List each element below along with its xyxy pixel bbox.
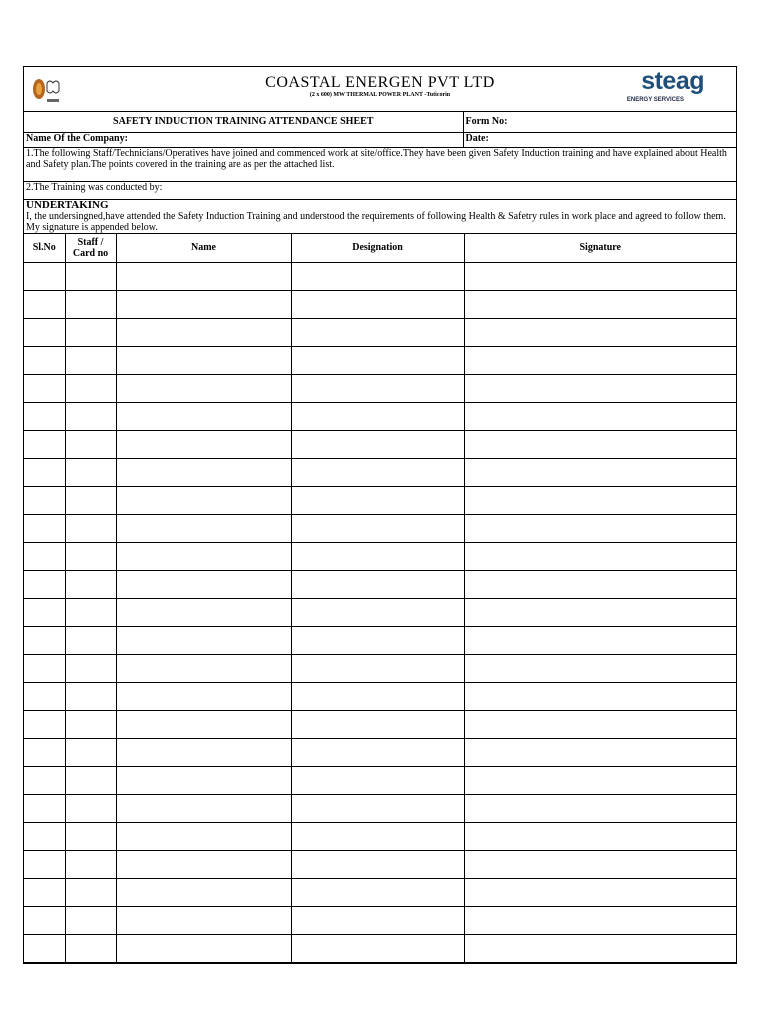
slno-cell[interactable] xyxy=(24,262,65,290)
signature-cell[interactable] xyxy=(464,542,736,570)
name-cell[interactable] xyxy=(116,878,291,906)
name-cell[interactable] xyxy=(116,262,291,290)
designation-cell[interactable] xyxy=(291,290,464,318)
designation-cell[interactable] xyxy=(291,542,464,570)
name-cell[interactable] xyxy=(116,682,291,710)
col-header-slno: Sl.No xyxy=(24,234,65,263)
slno-cell[interactable] xyxy=(24,318,65,346)
table-row xyxy=(24,822,736,850)
designation-cell[interactable] xyxy=(291,486,464,514)
slno-cell[interactable] xyxy=(24,570,65,598)
staff-card-cell[interactable] xyxy=(65,486,116,514)
staff-card-cell[interactable] xyxy=(65,626,116,654)
staff-card-cell[interactable] xyxy=(65,682,116,710)
staff-card-cell[interactable] xyxy=(65,878,116,906)
table-row xyxy=(24,458,736,486)
table-row xyxy=(24,542,736,570)
signature-cell[interactable] xyxy=(464,402,736,430)
staff-card-cell[interactable] xyxy=(65,514,116,542)
col-header-name: Name xyxy=(116,234,291,263)
staff-card-cell[interactable] xyxy=(65,430,116,458)
table-row xyxy=(24,430,736,458)
table-row xyxy=(24,710,736,738)
slno-cell[interactable] xyxy=(24,822,65,850)
name-cell[interactable] xyxy=(116,766,291,794)
staff-card-cell[interactable] xyxy=(65,542,116,570)
designation-cell[interactable] xyxy=(291,430,464,458)
attendance-sheet xyxy=(23,66,737,964)
designation-cell[interactable] xyxy=(291,626,464,654)
signature-cell[interactable] xyxy=(464,682,736,710)
table-row xyxy=(24,570,736,598)
name-cell[interactable] xyxy=(116,626,291,654)
name-cell[interactable] xyxy=(116,514,291,542)
designation-cell[interactable] xyxy=(291,374,464,402)
training-statement: 1.The following Staff/Technicians/Operatives have joined and commenced work at site/office.They have been given Safety Induction training and have explained about Health and Safety plan.The points covered in the training are as per the attached list. xyxy=(24,147,736,181)
staff-card-cell[interactable] xyxy=(65,458,116,486)
table-row xyxy=(24,934,736,962)
table-row xyxy=(24,262,736,290)
slno-cell[interactable] xyxy=(24,878,65,906)
name-cell[interactable] xyxy=(116,654,291,682)
staff-card-cell[interactable] xyxy=(65,738,116,766)
slno-cell[interactable] xyxy=(24,682,65,710)
undertaking-section xyxy=(24,199,736,233)
signature-cell[interactable] xyxy=(464,486,736,514)
name-cell[interactable] xyxy=(116,430,291,458)
slno-cell[interactable] xyxy=(24,654,65,682)
designation-cell[interactable] xyxy=(291,906,464,934)
slno-cell[interactable] xyxy=(24,934,65,962)
slno-cell[interactable] xyxy=(24,766,65,794)
table-row xyxy=(24,598,736,626)
designation-cell[interactable] xyxy=(291,766,464,794)
signature-cell[interactable] xyxy=(464,822,736,850)
signature-cell[interactable] xyxy=(464,738,736,766)
table-row xyxy=(24,318,736,346)
designation-cell[interactable] xyxy=(291,598,464,626)
designation-cell[interactable] xyxy=(291,262,464,290)
designation-cell[interactable] xyxy=(291,318,464,346)
staff-card-cell[interactable] xyxy=(65,710,116,738)
slno-cell[interactable] xyxy=(24,710,65,738)
name-cell[interactable] xyxy=(116,822,291,850)
col-header-staff-card-line2: Card no xyxy=(72,247,109,259)
signature-cell[interactable] xyxy=(464,430,736,458)
signature-cell[interactable] xyxy=(464,934,736,962)
signature-cell[interactable] xyxy=(464,906,736,934)
name-cell[interactable] xyxy=(116,318,291,346)
form-no-field[interactable]: Form No: xyxy=(463,112,736,132)
table-row xyxy=(24,290,736,318)
designation-cell[interactable] xyxy=(291,738,464,766)
name-cell[interactable] xyxy=(116,486,291,514)
sheet-header xyxy=(24,67,736,112)
designation-cell[interactable] xyxy=(291,570,464,598)
signature-cell[interactable] xyxy=(464,290,736,318)
form-title: SAFETY INDUCTION TRAINING ATTENDANCE SHEET xyxy=(24,112,463,132)
table-row xyxy=(24,374,736,402)
table-row xyxy=(24,346,736,374)
slno-cell[interactable] xyxy=(24,738,65,766)
signature-cell[interactable] xyxy=(464,878,736,906)
name-cell[interactable] xyxy=(116,934,291,962)
steag-logo-subtext: ENERGY SERVICES xyxy=(626,97,684,103)
slno-cell[interactable] xyxy=(24,626,65,654)
designation-cell[interactable] xyxy=(291,346,464,374)
staff-card-cell[interactable] xyxy=(65,290,116,318)
table-row xyxy=(24,654,736,682)
table-row xyxy=(24,626,736,654)
slno-cell[interactable] xyxy=(24,906,65,934)
col-header-signature: Signature xyxy=(464,234,736,263)
form-info-table xyxy=(24,112,736,234)
plant-subtitle: (2 x 600) MW THERMAL POWER PLANT -Tuticorin xyxy=(309,92,451,98)
designation-cell[interactable] xyxy=(291,654,464,682)
name-cell[interactable] xyxy=(116,290,291,318)
table-row xyxy=(24,766,736,794)
signature-cell[interactable] xyxy=(464,598,736,626)
table-row xyxy=(24,514,736,542)
staff-card-cell[interactable] xyxy=(65,654,116,682)
name-cell[interactable] xyxy=(116,542,291,570)
name-cell[interactable] xyxy=(116,906,291,934)
name-cell[interactable] xyxy=(116,402,291,430)
slno-cell[interactable] xyxy=(24,458,65,486)
staff-card-cell[interactable] xyxy=(65,318,116,346)
attendance-rows xyxy=(24,262,736,962)
designation-cell[interactable] xyxy=(291,878,464,906)
designation-cell[interactable] xyxy=(291,682,464,710)
col-header-staff-card xyxy=(65,234,116,263)
slno-cell[interactable] xyxy=(24,486,65,514)
designation-cell[interactable] xyxy=(291,458,464,486)
staff-card-cell[interactable] xyxy=(65,850,116,878)
staff-card-cell[interactable] xyxy=(65,906,116,934)
designation-cell[interactable] xyxy=(291,934,464,962)
designation-cell[interactable] xyxy=(291,794,464,822)
company-name: COASTAL ENERGEN PVT LTD xyxy=(265,74,495,91)
slno-cell[interactable] xyxy=(24,794,65,822)
attendance-table xyxy=(24,234,736,963)
name-cell[interactable] xyxy=(116,850,291,878)
designation-cell[interactable] xyxy=(291,822,464,850)
table-row xyxy=(24,850,736,878)
designation-cell[interactable] xyxy=(291,402,464,430)
name-cell[interactable] xyxy=(116,374,291,402)
staff-card-cell[interactable] xyxy=(65,766,116,794)
slno-cell[interactable] xyxy=(24,598,65,626)
signature-cell[interactable] xyxy=(464,458,736,486)
staff-card-cell[interactable] xyxy=(65,822,116,850)
name-cell[interactable] xyxy=(116,794,291,822)
slno-cell[interactable] xyxy=(24,542,65,570)
slno-cell[interactable] xyxy=(24,346,65,374)
table-row xyxy=(24,906,736,934)
table-header-row xyxy=(24,234,736,263)
signature-cell[interactable] xyxy=(464,794,736,822)
slno-cell[interactable] xyxy=(24,430,65,458)
name-cell[interactable] xyxy=(116,458,291,486)
signature-cell[interactable] xyxy=(464,374,736,402)
name-cell[interactable] xyxy=(116,598,291,626)
slno-cell[interactable] xyxy=(24,514,65,542)
trainer-field[interactable]: 2.The Training was conducted by: xyxy=(24,181,736,199)
designation-cell[interactable] xyxy=(291,850,464,878)
slno-cell[interactable] xyxy=(24,402,65,430)
table-row xyxy=(24,486,736,514)
staff-card-cell[interactable] xyxy=(65,570,116,598)
staff-card-cell[interactable] xyxy=(65,262,116,290)
company-name-field[interactable]: Name Of the Company: xyxy=(24,132,463,147)
designation-cell[interactable] xyxy=(291,514,464,542)
table-row xyxy=(24,402,736,430)
col-header-designation: Designation xyxy=(291,234,464,263)
table-row xyxy=(24,738,736,766)
steag-logo: steag xyxy=(641,67,704,95)
staff-card-cell[interactable] xyxy=(65,346,116,374)
signature-cell[interactable] xyxy=(464,570,736,598)
signature-cell[interactable] xyxy=(464,262,736,290)
signature-cell[interactable] xyxy=(464,626,736,654)
signature-cell[interactable] xyxy=(464,514,736,542)
date-field[interactable]: Date: xyxy=(463,132,736,147)
staff-card-cell[interactable] xyxy=(65,598,116,626)
table-row xyxy=(24,682,736,710)
staff-card-cell[interactable] xyxy=(65,934,116,962)
table-row xyxy=(24,794,736,822)
signature-cell[interactable] xyxy=(464,654,736,682)
signature-cell[interactable] xyxy=(464,850,736,878)
undertaking-text: I, the undersingned,have attended the Safety Induction Training and understood the requirements of following Health & Safetry rules in work place and agreed to follow them. My signature is appended below. xyxy=(26,210,726,233)
staff-card-cell[interactable] xyxy=(65,794,116,822)
col-header-staff-card-line1: Staff / xyxy=(77,236,104,248)
signature-cell[interactable] xyxy=(464,710,736,738)
staff-card-cell[interactable] xyxy=(65,402,116,430)
name-cell[interactable] xyxy=(116,738,291,766)
slno-cell[interactable] xyxy=(24,290,65,318)
name-cell[interactable] xyxy=(116,710,291,738)
designation-cell[interactable] xyxy=(291,710,464,738)
slno-cell[interactable] xyxy=(24,850,65,878)
undertaking-heading: UNDERTAKING xyxy=(26,199,109,211)
staff-card-cell[interactable] xyxy=(65,374,116,402)
signature-cell[interactable] xyxy=(464,346,736,374)
slno-cell[interactable] xyxy=(24,374,65,402)
table-row xyxy=(24,878,736,906)
signature-cell[interactable] xyxy=(464,766,736,794)
signature-cell[interactable] xyxy=(464,318,736,346)
name-cell[interactable] xyxy=(116,570,291,598)
name-cell[interactable] xyxy=(116,346,291,374)
